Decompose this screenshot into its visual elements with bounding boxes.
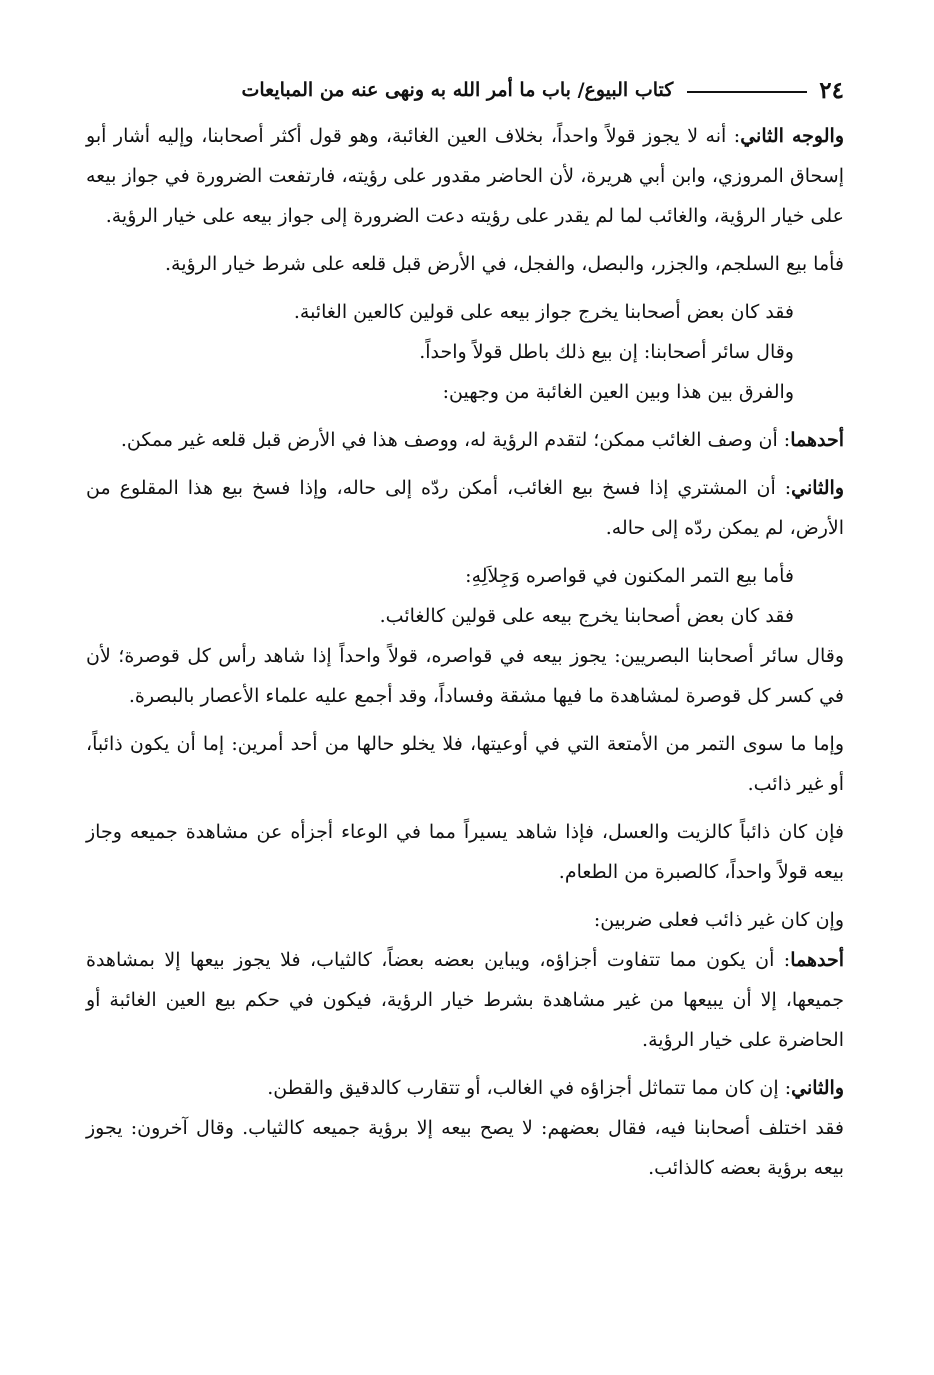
paragraph xyxy=(86,900,844,940)
paragraph-text: : إن كان مما تتماثل أجزاؤه في الغالب، أو تتقارب كالدقيق والقطن. xyxy=(267,1077,792,1099)
paragraph xyxy=(86,1068,844,1108)
paragraph-text: فإن كان ذائباً كالزيت والعسل، فإذا شاهد يسيراً مما في الوعاء أجزأه عن مشاهدة جميعه وجاز بيعه قولاً واحداً، كالصبرة من الطعام. xyxy=(86,821,844,883)
paragraph xyxy=(86,556,844,596)
paragraph-lead: والثاني xyxy=(791,477,844,499)
paragraph-text: : أنه لا يجوز قولاً واحداً، بخلاف العين الغائبة، وهو قول أكثر أصحابنا، وإليه أشار أبو إسحاق المروزي، وابن أبي هريرة، لأن الحاضر مقدور على رؤيته، فارتفعت الضرورة في جواز بيعه على خيار الرؤية، والغائب لما لم يقدر على رؤيته دعت الضرورة إلى جواز بيعه على خيار الرؤية. xyxy=(86,125,844,227)
paragraph xyxy=(86,420,844,460)
paragraph-text: والفرق بين هذا وبين العين الغائبة من وجهين: xyxy=(442,381,794,403)
paragraph-text: فأما بيع السلجم، والجزر، والبصل، والفجل، في الأرض قبل قلعه على شرط خيار الرؤية. xyxy=(165,253,844,275)
paragraph-text: وقال سائر أصحابنا: إن بيع ذلك باطل قولاً واحداً. xyxy=(419,341,794,363)
paragraph xyxy=(86,596,844,636)
paragraph-text: فقد كان بعض أصحابنا يخرج جواز بيعه على قولين كالعين الغائبة. xyxy=(293,301,794,323)
paragraph xyxy=(86,244,844,284)
paragraph-lead: والثاني xyxy=(791,1077,844,1099)
paragraph-lead: أحدهما xyxy=(790,429,844,451)
paragraph xyxy=(86,636,844,716)
paragraph xyxy=(86,724,844,804)
paragraph xyxy=(86,812,844,892)
paragraph-lead: والوجه الثاني xyxy=(740,125,844,147)
paragraph-text: وإن كان غير ذائب فعلى ضربين: xyxy=(593,909,844,931)
paragraph-text: فأما بيع التمر المكنون في قواصره وَجِلاَلِهِ: xyxy=(465,565,794,587)
paragraph-lead: أحدهما xyxy=(790,949,844,971)
running-title: كتاب البيوع/ باب ما أمر الله به ونهى عنه من المبايعات xyxy=(241,79,674,101)
body-text xyxy=(86,116,844,1188)
paragraph-text: وقال سائر أصحابنا البصريين: يجوز بيعه في قواصره، قولاً واحداً إذا شاهد رأس كل قوصرة؛ لأن في كسر كل قوصرة لمشاهدة ما فيها مشقة وفساداً، وقد أجمع عليه علماء الأعصار بالبصرة. xyxy=(86,645,844,707)
paragraph xyxy=(86,292,844,332)
paragraph xyxy=(86,940,844,1060)
paragraph-text: : أن يكون مما تتفاوت أجزاؤه، ويباين بعضه بعضاً، كالثياب، فلا يجوز بيعها إلا بمشاهدة جميعها، إلا أن يبيعها من غير مشاهدة بشرط خيار الرؤية، فيكون في حكم بيع العين الغائبة أو الحاضرة على خيار الرؤية. xyxy=(86,949,844,1051)
paragraph-text: فقد كان بعض أصحابنا يخرج بيعه على قولين كالغائب. xyxy=(379,605,794,627)
paragraph xyxy=(86,116,844,236)
paragraph-text: وإما ما سوى التمر من الأمتعة التي في أوعيتها، فلا يخلو حالها من أحد أمرين: إما أن يكون ذائباً، أو غير ذائب. xyxy=(86,733,844,795)
page-number: ٢٤ xyxy=(819,76,844,104)
paragraph xyxy=(86,1108,844,1188)
paragraph xyxy=(86,468,844,548)
paragraph-text: : أن وصف الغائب ممكن؛ لتقدم الرؤية له، ووصف هذا في الأرض قبل قلعه غير ممكن. xyxy=(120,429,791,451)
paragraph-text: : أن المشتري إذا فسخ بيع الغائب، أمكن ردّه إلى حاله، وإذا فسخ بيع هذا المقلوع من الأرض، لم يمكن ردّه إلى حاله. xyxy=(86,477,844,539)
header-rule xyxy=(687,91,807,93)
page-header xyxy=(86,70,844,110)
paragraph-text: فقد اختلف أصحابنا فيه، فقال بعضهم: لا يصح بيعه إلا برؤية جميعه كالثياب. وقال آخرون: يجوز بيعه برؤية بعضه كالذائب. xyxy=(86,1117,844,1179)
paragraph xyxy=(86,332,844,372)
paragraph xyxy=(86,372,844,412)
